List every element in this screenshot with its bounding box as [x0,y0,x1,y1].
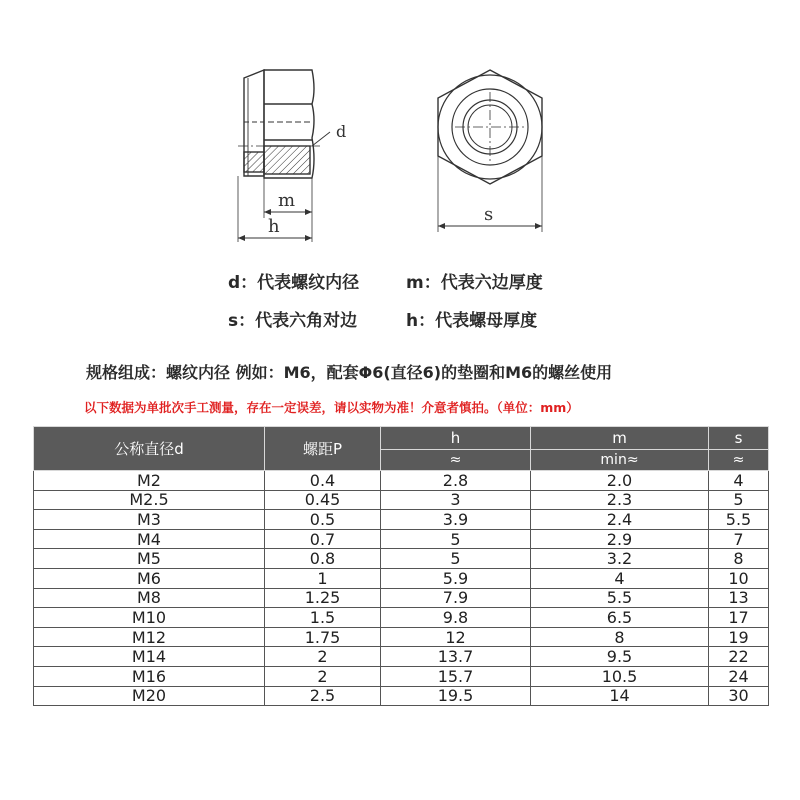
nominal-diameter-cell: M20 [34,686,265,706]
m-cell: 10.5 [531,666,709,686]
m-cell: 9.5 [531,647,709,667]
nut-technical-drawings [0,0,800,260]
s-cell: 7 [709,529,769,549]
m-cell: 8 [531,627,709,647]
s-cell: 22 [709,647,769,667]
table-row [34,490,769,510]
header-h-sub: ≈ [381,450,531,471]
nominal-diameter-cell: M12 [34,627,265,647]
diagram-label-h: h [268,216,280,237]
h-cell: 7.9 [381,588,531,608]
s-cell: 4 [709,471,769,491]
nominal-diameter-cell: M2.5 [34,490,265,510]
header-h: h [381,427,531,450]
s-cell: 5.5 [709,510,769,530]
table-row [34,647,769,667]
header-m: m [531,427,709,450]
table-row [34,549,769,569]
h-cell: 13.7 [381,647,531,667]
table-row [34,627,769,647]
spec-table [33,426,769,706]
nominal-diameter-cell: M8 [34,588,265,608]
nominal-diameter-cell: M14 [34,647,265,667]
table-row [34,568,769,588]
pitch-cell: 0.45 [265,490,381,510]
s-cell: 30 [709,686,769,706]
m-cell: 4 [531,568,709,588]
diagram-label-d: d [336,122,347,141]
table-row [34,471,769,491]
measurement-notice: 以下数据为单批次手工测量，存在一定误差，请以实物为准！介意者慎拍。（单位：mm） [84,400,579,415]
m-cell: 5.5 [531,588,709,608]
s-cell: 8 [709,549,769,569]
h-cell: 19.5 [381,686,531,706]
legend-h: h：代表螺母厚度 [406,311,538,331]
pitch-cell: 0.7 [265,529,381,549]
header-s-sub: ≈ [709,450,769,471]
s-cell: 17 [709,608,769,628]
legend-m: m：代表六边厚度 [406,273,543,293]
s-cell: 13 [709,588,769,608]
header-m-sub: min≈ [531,450,709,471]
spec-composition-note: 规格组成：螺纹内径 例如：M6，配套Φ6(直径6)的垫圈和M6的螺丝使用 [86,363,613,382]
nominal-diameter-cell: M4 [34,529,265,549]
m-cell: 2.3 [531,490,709,510]
nominal-diameter-cell: M10 [34,608,265,628]
h-cell: 5.9 [381,568,531,588]
table-row [34,510,769,530]
legend-d: d：代表螺纹内径 [228,273,360,293]
nominal-diameter-cell: M16 [34,666,265,686]
table-row [34,529,769,549]
h-cell: 5 [381,549,531,569]
diagram-label-m: m [278,190,296,211]
pitch-cell: 1 [265,568,381,588]
diagram-label-s: s [484,204,494,225]
h-cell: 5 [381,529,531,549]
nominal-diameter-cell: M2 [34,471,265,491]
s-cell: 24 [709,666,769,686]
table-row [34,686,769,706]
legend-s: s：代表六角对边 [228,311,358,331]
nominal-diameter-cell: M6 [34,568,265,588]
pitch-cell: 1.75 [265,627,381,647]
s-cell: 19 [709,627,769,647]
spec-table-body [34,471,769,706]
m-cell: 6.5 [531,608,709,628]
m-cell: 14 [531,686,709,706]
h-cell: 3 [381,490,531,510]
h-cell: 9.8 [381,608,531,628]
table-row [34,608,769,628]
s-cell: 10 [709,568,769,588]
h-cell: 2.8 [381,471,531,491]
pitch-cell: 0.5 [265,510,381,530]
h-cell: 12 [381,627,531,647]
table-row [34,588,769,608]
s-cell: 5 [709,490,769,510]
m-cell: 3.2 [531,549,709,569]
nominal-diameter-cell: M5 [34,549,265,569]
pitch-cell: 1.25 [265,588,381,608]
pitch-cell: 2 [265,666,381,686]
nominal-diameter-cell: M3 [34,510,265,530]
pitch-cell: 2.5 [265,686,381,706]
m-cell: 2.0 [531,471,709,491]
header-nominal-diameter: 公称直径d [34,427,265,471]
h-cell: 15.7 [381,666,531,686]
pitch-cell: 0.8 [265,549,381,569]
header-s: s [709,427,769,450]
pitch-cell: 0.4 [265,471,381,491]
table-row [34,666,769,686]
pitch-cell: 2 [265,647,381,667]
pitch-cell: 1.5 [265,608,381,628]
h-cell: 3.9 [381,510,531,530]
header-pitch: 螺距P [265,427,381,471]
m-cell: 2.9 [531,529,709,549]
side-view-drawing [238,70,330,242]
m-cell: 2.4 [531,510,709,530]
